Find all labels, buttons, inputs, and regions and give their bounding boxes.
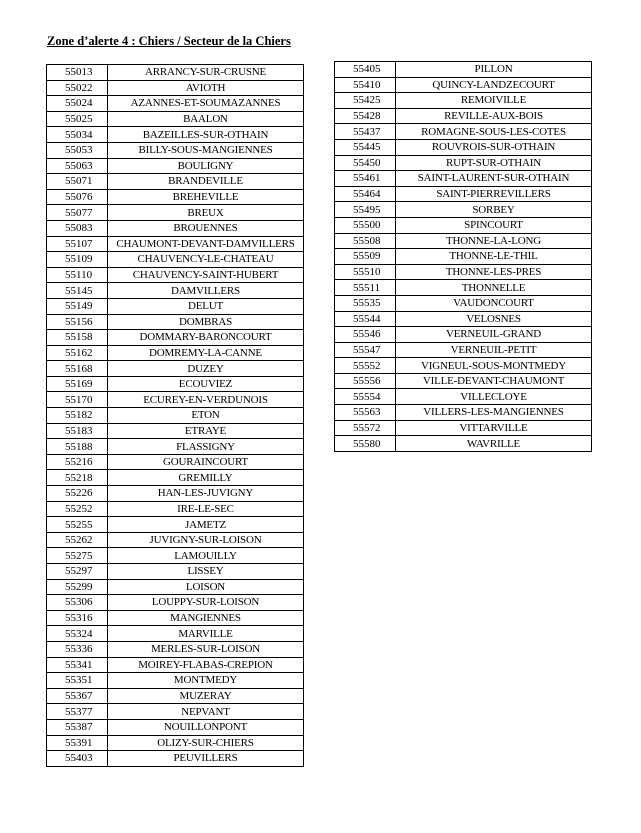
table-row: [47, 252, 304, 268]
commune-code-cell: 55170: [47, 392, 108, 408]
commune-code-cell: 55297: [47, 564, 108, 580]
commune-code-cell: 55216: [47, 454, 108, 470]
commune-name-cell: SAINT-PIERREVILLERS: [396, 186, 592, 202]
table-row: [47, 111, 304, 127]
table-row: [335, 327, 592, 343]
table-row: [47, 220, 304, 236]
commune-code-cell: 55182: [47, 408, 108, 424]
table-row: [47, 579, 304, 595]
commune-name-cell: THONNE-LA-LONG: [396, 233, 592, 249]
commune-name-cell: NOUILLONPONT: [108, 719, 304, 735]
table-row: [335, 358, 592, 374]
table-row: [47, 595, 304, 611]
table-row: [47, 454, 304, 470]
commune-code-cell: 55145: [47, 283, 108, 299]
table-row: [335, 233, 592, 249]
commune-code-cell: 55110: [47, 267, 108, 283]
table-row: [47, 158, 304, 174]
commune-table-left: [46, 64, 304, 767]
commune-code-cell: 55572: [335, 420, 396, 436]
commune-code-cell: 55336: [47, 641, 108, 657]
commune-code-cell: 55022: [47, 80, 108, 96]
commune-code-cell: 55076: [47, 189, 108, 205]
commune-name-cell: OLIZY-SUR-CHIERS: [108, 735, 304, 751]
table-row: [47, 517, 304, 533]
commune-name-cell: LAMOUILLY: [108, 548, 304, 564]
page-title: Zone d’alerte 4 : Chiers / Secteur de la Chiers: [47, 34, 291, 48]
commune-code-cell: 55510: [335, 264, 396, 280]
commune-code-cell: 55461: [335, 171, 396, 187]
commune-code-cell: 55556: [335, 373, 396, 389]
table-row: [335, 280, 592, 296]
commune-name-cell: ECOUVIEZ: [108, 376, 304, 392]
commune-code-cell: 55563: [335, 405, 396, 421]
table-row: [47, 65, 304, 81]
commune-name-cell: SORBEY: [396, 202, 592, 218]
table-row: [47, 751, 304, 767]
commune-code-cell: 55425: [335, 93, 396, 109]
table-row: [47, 330, 304, 346]
commune-code-cell: 55077: [47, 205, 108, 221]
commune-name-cell: PILLON: [396, 62, 592, 78]
commune-name-cell: ECUREY-EN-VERDUNOIS: [108, 392, 304, 408]
commune-name-cell: VITTARVILLE: [396, 420, 592, 436]
commune-name-cell: CHAUMONT-DEVANT-DAMVILLERS: [108, 236, 304, 252]
commune-name-cell: MANGIENNES: [108, 610, 304, 626]
commune-name-cell: VILLERS-LES-MANGIENNES: [396, 405, 592, 421]
commune-name-cell: FLASSIGNY: [108, 439, 304, 455]
table-row: [47, 439, 304, 455]
commune-code-cell: 55324: [47, 626, 108, 642]
table-row: [47, 688, 304, 704]
table-row: [335, 295, 592, 311]
commune-code-cell: 55034: [47, 127, 108, 143]
commune-code-cell: 55013: [47, 65, 108, 81]
table-row: [47, 548, 304, 564]
commune-code-cell: 55405: [335, 62, 396, 78]
commune-name-cell: ROMAGNE-SOUS-LES-COTES: [396, 124, 592, 140]
table-row: [47, 657, 304, 673]
commune-code-cell: 55255: [47, 517, 108, 533]
commune-name-cell: THONNELLE: [396, 280, 592, 296]
commune-code-cell: 55509: [335, 249, 396, 265]
commune-code-cell: 55377: [47, 704, 108, 720]
table-row: [47, 564, 304, 580]
commune-name-cell: ETON: [108, 408, 304, 424]
table-row: [47, 673, 304, 689]
table-row: [335, 202, 592, 218]
commune-name-cell: GREMILLY: [108, 470, 304, 486]
table-row: [47, 361, 304, 377]
table-row: [335, 264, 592, 280]
table-row: [335, 217, 592, 233]
commune-code-cell: 55156: [47, 314, 108, 330]
commune-code-cell: 55252: [47, 501, 108, 517]
commune-code-cell: 55403: [47, 751, 108, 767]
commune-code-cell: 55107: [47, 236, 108, 252]
commune-name-cell: CHAUVENCY-LE-CHATEAU: [108, 252, 304, 268]
commune-code-cell: 55226: [47, 486, 108, 502]
commune-name-cell: VILLECLOYE: [396, 389, 592, 405]
table-row: [47, 314, 304, 330]
commune-name-cell: QUINCY-LANDZECOURT: [396, 77, 592, 93]
table-row: [47, 283, 304, 299]
commune-name-cell: DAMVILLERS: [108, 283, 304, 299]
commune-name-cell: SAINT-LAURENT-SUR-OTHAIN: [396, 171, 592, 187]
commune-code-cell: 55391: [47, 735, 108, 751]
commune-code-cell: 55149: [47, 298, 108, 314]
table-row: [47, 345, 304, 361]
commune-name-cell: NEPVANT: [108, 704, 304, 720]
table-row: [47, 501, 304, 517]
commune-name-cell: BILLY-SOUS-MANGIENNES: [108, 142, 304, 158]
commune-name-cell: GOURAINCOURT: [108, 454, 304, 470]
commune-name-cell: LOISON: [108, 579, 304, 595]
table-row: [335, 62, 592, 78]
commune-code-cell: 55450: [335, 155, 396, 171]
table-row: [335, 155, 592, 171]
table-row: [335, 77, 592, 93]
table-row: [47, 719, 304, 735]
table-row: [335, 139, 592, 155]
commune-name-cell: DOMBRAS: [108, 314, 304, 330]
table-row: [47, 205, 304, 221]
table-row: [47, 470, 304, 486]
commune-code-cell: 55410: [335, 77, 396, 93]
table-row: [335, 311, 592, 327]
commune-code-cell: 55024: [47, 96, 108, 112]
commune-code-cell: 55083: [47, 220, 108, 236]
commune-code-cell: 55299: [47, 579, 108, 595]
table-row: [335, 342, 592, 358]
commune-code-cell: 55535: [335, 295, 396, 311]
table-row: [47, 408, 304, 424]
commune-name-cell: DUZEY: [108, 361, 304, 377]
commune-name-cell: VELOSNES: [396, 311, 592, 327]
commune-name-cell: VILLE-DEVANT-CHAUMONT: [396, 373, 592, 389]
commune-code-cell: 55552: [335, 358, 396, 374]
commune-name-cell: BREHEVILLE: [108, 189, 304, 205]
table-row: [335, 389, 592, 405]
commune-name-cell: REVILLE-AUX-BOIS: [396, 108, 592, 124]
commune-code-cell: 55508: [335, 233, 396, 249]
commune-code-cell: 55341: [47, 657, 108, 673]
commune-name-cell: CHAUVENCY-SAINT-HUBERT: [108, 267, 304, 283]
table-row: [335, 405, 592, 421]
commune-table-right: [334, 61, 592, 452]
commune-code-cell: 55428: [335, 108, 396, 124]
commune-name-cell: LISSEY: [108, 564, 304, 580]
commune-name-cell: ARRANCY-SUR-CRUSNE: [108, 65, 304, 81]
commune-code-cell: 55464: [335, 186, 396, 202]
table-row: [335, 373, 592, 389]
table-row: [47, 142, 304, 158]
table-row: [47, 174, 304, 190]
commune-name-cell: BAZEILLES-SUR-OTHAIN: [108, 127, 304, 143]
commune-name-cell: BROUENNES: [108, 220, 304, 236]
commune-code-cell: 55158: [47, 330, 108, 346]
table-row: [47, 704, 304, 720]
table-row: [47, 80, 304, 96]
table-row: [47, 376, 304, 392]
table-row: [47, 127, 304, 143]
commune-code-cell: 55071: [47, 174, 108, 190]
commune-name-cell: RUPT-SUR-OTHAIN: [396, 155, 592, 171]
commune-name-cell: BREUX: [108, 205, 304, 221]
table-row: [47, 423, 304, 439]
commune-name-cell: LOUPPY-SUR-LOISON: [108, 595, 304, 611]
commune-name-cell: VERNEUIL-PETIT: [396, 342, 592, 358]
commune-code-cell: 55188: [47, 439, 108, 455]
table-row: [47, 610, 304, 626]
table-row: [47, 532, 304, 548]
commune-name-cell: BOULIGNY: [108, 158, 304, 174]
commune-name-cell: WAVRILLE: [396, 436, 592, 452]
commune-code-cell: 55495: [335, 202, 396, 218]
commune-name-cell: MUZERAY: [108, 688, 304, 704]
commune-name-cell: MOIREY-FLABAS-CREPION: [108, 657, 304, 673]
commune-code-cell: 55262: [47, 532, 108, 548]
commune-code-cell: 55437: [335, 124, 396, 140]
commune-code-cell: 55218: [47, 470, 108, 486]
commune-code-cell: 55275: [47, 548, 108, 564]
commune-code-cell: 55547: [335, 342, 396, 358]
commune-name-cell: VIGNEUL-SOUS-MONTMEDY: [396, 358, 592, 374]
commune-name-cell: THONNE-LE-THIL: [396, 249, 592, 265]
table-row: [335, 436, 592, 452]
commune-name-cell: IRE-LE-SEC: [108, 501, 304, 517]
commune-name-cell: ROUVROIS-SUR-OTHAIN: [396, 139, 592, 155]
table-row: [47, 641, 304, 657]
table-row: [335, 186, 592, 202]
commune-code-cell: 55554: [335, 389, 396, 405]
commune-name-cell: REMOIVILLE: [396, 93, 592, 109]
table-row: [47, 96, 304, 112]
commune-code-cell: 55544: [335, 311, 396, 327]
commune-code-cell: 55511: [335, 280, 396, 296]
table-row: [335, 171, 592, 187]
commune-name-cell: DOMMARY-BARONCOURT: [108, 330, 304, 346]
commune-name-cell: BAALON: [108, 111, 304, 127]
commune-name-cell: SPINCOURT: [396, 217, 592, 233]
commune-code-cell: 55546: [335, 327, 396, 343]
commune-code-cell: 55500: [335, 217, 396, 233]
table-row: [335, 420, 592, 436]
table-row: [335, 124, 592, 140]
table-row: [335, 93, 592, 109]
table-row: [47, 626, 304, 642]
commune-name-cell: DELUT: [108, 298, 304, 314]
commune-code-cell: 55445: [335, 139, 396, 155]
commune-code-cell: 55183: [47, 423, 108, 439]
commune-code-cell: 55580: [335, 436, 396, 452]
table-row: [47, 189, 304, 205]
commune-code-cell: 55306: [47, 595, 108, 611]
commune-code-cell: 55063: [47, 158, 108, 174]
commune-code-cell: 55367: [47, 688, 108, 704]
table-row: [47, 298, 304, 314]
commune-code-cell: 55387: [47, 719, 108, 735]
commune-name-cell: THONNE-LES-PRES: [396, 264, 592, 280]
commune-name-cell: ETRAYE: [108, 423, 304, 439]
table-row: [47, 392, 304, 408]
commune-code-cell: 55351: [47, 673, 108, 689]
commune-code-cell: 55169: [47, 376, 108, 392]
commune-name-cell: AZANNES-ET-SOUMAZANNES: [108, 96, 304, 112]
commune-name-cell: PEUVILLERS: [108, 751, 304, 767]
commune-code-cell: 55168: [47, 361, 108, 377]
commune-name-cell: MERLES-SUR-LOISON: [108, 641, 304, 657]
commune-name-cell: DOMREMY-LA-CANNE: [108, 345, 304, 361]
table-row: [47, 735, 304, 751]
commune-name-cell: BRANDEVILLE: [108, 174, 304, 190]
commune-name-cell: AVIOTH: [108, 80, 304, 96]
commune-code-cell: 55162: [47, 345, 108, 361]
commune-name-cell: JUVIGNY-SUR-LOISON: [108, 532, 304, 548]
table-row: [47, 236, 304, 252]
table-row: [335, 108, 592, 124]
commune-code-cell: 55053: [47, 142, 108, 158]
commune-code-cell: 55025: [47, 111, 108, 127]
table-row: [47, 267, 304, 283]
table-row: [335, 249, 592, 265]
commune-code-cell: 55109: [47, 252, 108, 268]
commune-name-cell: MONTMEDY: [108, 673, 304, 689]
commune-name-cell: VAUDONCOURT: [396, 295, 592, 311]
commune-name-cell: VERNEUIL-GRAND: [396, 327, 592, 343]
commune-name-cell: HAN-LES-JUVIGNY: [108, 486, 304, 502]
table-row: [47, 486, 304, 502]
commune-code-cell: 55316: [47, 610, 108, 626]
commune-name-cell: MARVILLE: [108, 626, 304, 642]
commune-name-cell: JAMETZ: [108, 517, 304, 533]
